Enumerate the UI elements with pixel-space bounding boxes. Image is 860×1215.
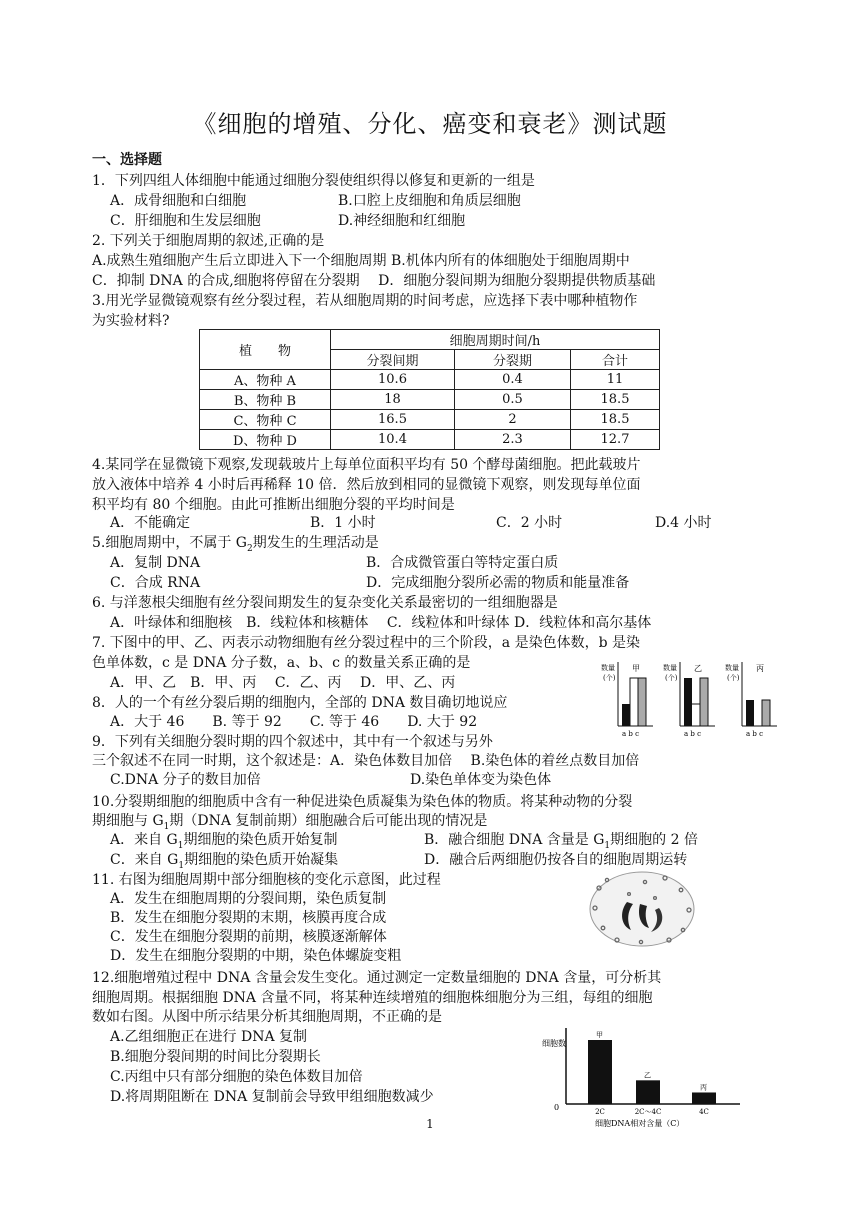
bar-label: 乙	[644, 1071, 651, 1080]
table-row	[200, 370, 660, 390]
q1-option-c: C．肝细胞和生发层细胞	[110, 213, 261, 229]
panel-label: 甲	[632, 664, 640, 673]
category-label: 4C	[699, 1108, 709, 1116]
q10-option-a: A．来自 $G_1$期细胞的染色质开始复制	[110, 832, 338, 851]
table-group-header: 细胞周期时间/h	[331, 330, 660, 350]
q12-option-c: C.丙组中只有部分细胞的染色体数目加倍	[110, 1069, 363, 1085]
y-axis-label: 数量	[725, 664, 739, 672]
q9-option-d: D.染色单体变为染色体	[410, 772, 552, 788]
q10-option-b: B．融合细胞 DNA 含量是 $G_1$期细胞的 2 倍	[424, 832, 698, 851]
q4-option-a: A．不能确定	[110, 515, 191, 531]
q11-option-d: D．发生在细胞分裂期的中期，染色体螺旋变粗	[110, 948, 402, 964]
bars-group	[588, 1031, 716, 1116]
q7-options: A．甲、乙 B．甲、丙 C．乙、丙 D．甲、乙、丙	[110, 675, 456, 691]
table-cell: 12.7	[571, 430, 660, 450]
y-axis-unit: (个)	[603, 674, 616, 682]
q2-options-ab: A.成熟生殖细胞产生后立即进入下一个细胞周期 B.机体内所有的体细胞处于细胞周期中	[92, 253, 630, 269]
y-axis-unit: (个)	[727, 674, 740, 682]
bar-b	[630, 678, 638, 726]
q12-option-b: B.细胞分裂间期的时间比分裂期长	[110, 1049, 321, 1065]
x-tick-labels: a b c	[746, 730, 764, 738]
y-axis-unit: (个)	[665, 674, 678, 682]
q2-options-cd: C．抑制 DNA 的合成,细胞将停留在分裂期 D．细胞分裂间期为细胞分裂期提供物质基础	[92, 273, 656, 289]
x-tick-labels: a b c	[684, 730, 702, 738]
q1-option-d: D.神经细胞和红细胞	[338, 213, 466, 229]
origin-label: 0	[554, 1103, 560, 1112]
table-cell: C、物种 C	[200, 410, 331, 430]
q10-stem-line2: 期细胞与 $G_1$期（DNA 复制前期）细胞融合后可能出现的情况是	[92, 813, 488, 832]
table-cell: 2.3	[455, 430, 571, 450]
table-cell: 18	[331, 390, 455, 410]
category-label: 2C～4C	[634, 1108, 662, 1116]
q10-option-c: C．来自 $G_1$期细胞的染色质开始凝集	[110, 852, 339, 871]
q9-stem-line1: 9．下列有关细胞分裂时期的四个叙述中，其中有一个叙述与另外	[92, 734, 493, 750]
q9-option-c: C.DNA 分子的数目加倍	[110, 772, 261, 788]
table-cell: 16.5	[331, 410, 455, 430]
bar-0	[588, 1040, 612, 1104]
bar-2	[692, 1092, 716, 1104]
q4-stem-line1: 4.某同学在显微镜下观察,发现载玻片上每单位面积平均有 50 个酵母菌细胞。把此载玻片	[92, 457, 641, 473]
q10-option-d: D．融合后两细胞仍按各自的细胞周期运转	[424, 852, 688, 868]
table-cell: B、物种 B	[200, 390, 331, 410]
table-cell: 10.4	[331, 430, 455, 450]
panel-label: 丙	[756, 664, 764, 673]
q1-stem: 1．下列四组人体细胞中能通过细胞分裂使组织得以修复和更新的一组是	[92, 173, 535, 189]
q11-stem: 11. 右图为细胞周期中部分细胞核的变化示意图，此过程	[92, 872, 441, 888]
panel-yi	[663, 662, 715, 738]
table-cell: 11	[571, 370, 660, 390]
section-heading: 一、选择题	[92, 152, 162, 168]
bar-label: 丙	[700, 1083, 707, 1092]
page-title: 《细胞的增殖、分化、癌变和衰老》测试题	[192, 110, 668, 138]
q7-bar-figure	[598, 660, 788, 738]
q8-options: A．大于 46 B. 等于 92 C. 等于 46 D. 大于 92	[110, 714, 478, 730]
q12-stem-line3: 数如右图。从图中所示结果分析其细胞周期，不正确的是	[92, 1009, 442, 1025]
table-cell: 2	[455, 410, 571, 430]
q12-option-a: A.乙组细胞正在进行 DNA 复制	[110, 1029, 308, 1045]
y-axis-label: 细胞数	[542, 1039, 566, 1048]
table-header-plant: 植 物	[200, 330, 331, 370]
q7-stem-line2: 色单体数，c 是 DNA 分子数，a、b、c 的数量关系正确的是	[92, 655, 471, 671]
q7-stem-line1: 7. 下图中的甲、乙、丙表示动物细胞有丝分裂过程中的三个阶段，a 是染色体数，b 是染	[92, 635, 641, 651]
y-axis-label: 数量	[601, 664, 615, 672]
q5-option-d: D．完成细胞分裂所必需的物质和能量准备	[366, 575, 630, 591]
bar-a	[684, 678, 692, 726]
table-row	[200, 410, 660, 430]
q5-option-c: C．合成 RNA	[110, 575, 201, 591]
table-cell: D、物种 D	[200, 430, 331, 450]
bar-a	[622, 704, 630, 726]
q10-stem-line1: 10.分裂期细胞的细胞质中含有一种促进染色质凝集为染色体的物质。将某种动物的分裂	[92, 794, 633, 810]
table-row	[200, 390, 660, 410]
table-cell: 18.5	[571, 390, 660, 410]
bar-label: 甲	[596, 1031, 603, 1039]
panel-bing	[725, 662, 777, 738]
bar-c	[638, 678, 646, 726]
q5-option-b: B．合成微管蛋白等特定蛋白质	[366, 555, 559, 571]
q3-stem-line2: 为实验材料?	[92, 313, 170, 329]
bar-c	[762, 700, 770, 726]
table-header: 分裂间期	[331, 350, 455, 370]
q12-option-d: D.将周期阻断在 DNA 复制前会导致甲组细胞数减少	[110, 1089, 434, 1105]
x-axis-label: 细胞DNA相对含量（C）	[595, 1119, 685, 1128]
q9-stem-line2: 三个叙述不在同一时期，这个叙述是：A．染色体数目加倍 B.染色体的着丝点数目加倍	[92, 753, 640, 769]
table-cell: 18.5	[571, 410, 660, 430]
q11-option-c: C．发生在细胞分裂期的前期，核膜逐渐解体	[110, 929, 387, 945]
q4-stem-line3: 积平均有 80 个细胞。由此可推断出细胞分裂的平均时间是	[92, 497, 455, 513]
q12-stem-line2: 细胞周期。根据细胞 DNA 含量不同，将某种连续增殖的细胞株细胞分为三组，每组的细胞	[92, 990, 653, 1006]
table-header: 分裂期	[455, 350, 571, 370]
bar-c	[700, 678, 708, 726]
panel-jia	[601, 662, 653, 738]
x-tick-labels: a b c	[622, 730, 640, 738]
dna-content-bar-chart	[540, 1024, 750, 1130]
nucleus-micrograph-image	[585, 868, 700, 950]
table-cell: A、物种 A	[200, 370, 331, 390]
q8-stem: 8．人的一个有丝分裂后期的细胞内，全部的 DNA 数目确切地说应	[92, 695, 508, 711]
q3-stem-line1: 3.用光学显微镜观察有丝分裂过程，若从细胞周期的时间考虑，应选择下表中哪种植物作	[92, 293, 638, 309]
table-cell: 0.4	[455, 370, 571, 390]
table-header: 合计	[571, 350, 660, 370]
q4-option-c: C．2 小时	[496, 515, 563, 531]
q4-stem-line2: 放入液体中培养 4 小时后再稀释 10 倍．然后放到相同的显微镜下观察，则发现每单位面	[92, 477, 641, 493]
q1-option-a: A．成骨细胞和白细胞	[110, 193, 247, 209]
q2-stem: 2. 下列关于细胞周期的叙述,正确的是	[92, 233, 325, 249]
cell-cycle-table	[199, 329, 660, 450]
bar-a	[746, 700, 754, 726]
page-number: 1	[426, 1117, 434, 1131]
q11-option-b: B．发生在细胞分裂期的末期，核膜再度合成	[110, 910, 387, 926]
q12-stem-line1: 12.细胞增殖过程中 DNA 含量会发生变化。通过测定一定数量细胞的 DNA 含量，可分析其	[92, 970, 662, 986]
category-label: 2C	[595, 1108, 605, 1116]
y-axis-label: 数量	[663, 664, 677, 672]
q4-option-d: D.4 小时	[655, 515, 712, 531]
table-cell: 10.6	[331, 370, 455, 390]
table-row	[200, 430, 660, 450]
q5-stem: 5.细胞周期中，不属于 $G_2$期发生的生理活动是	[92, 535, 379, 554]
bar-1	[636, 1080, 660, 1104]
q11-option-a: A．发生在细胞周期的分裂间期，染色质复制	[110, 891, 387, 907]
panel-label: 乙	[694, 664, 702, 673]
q4-option-b: B．1 小时	[310, 515, 376, 531]
q1-option-b: B.口腔上皮细胞和角质层细胞	[338, 193, 521, 209]
q6-options: A．叶绿体和细胞核 B．线粒体和核糖体 C．线粒体和叶绿体 D．线粒体和高尔基体	[110, 615, 652, 631]
q6-stem: 6. 与洋葱根尖细胞有丝分裂间期发生的复杂变化关系最密切的一组细胞器是	[92, 595, 558, 611]
q5-option-a: A．复制 DNA	[110, 555, 201, 571]
table-cell: 0.5	[455, 390, 571, 410]
